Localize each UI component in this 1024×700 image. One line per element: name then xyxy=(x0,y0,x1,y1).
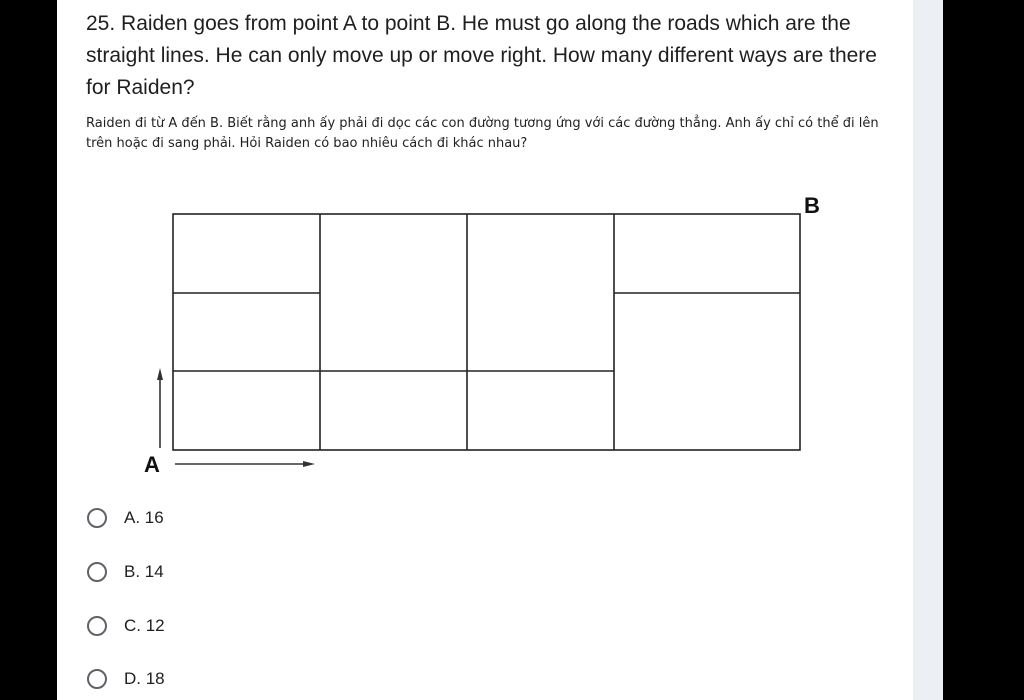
option-c-label: C. 12 xyxy=(124,616,165,635)
option-d-label: D. 18 xyxy=(124,669,165,688)
option-c[interactable] xyxy=(87,608,165,644)
point-b-label: B xyxy=(804,193,820,218)
radio-circle-icon[interactable] xyxy=(87,562,107,582)
question-card xyxy=(57,0,913,700)
radio-circle-icon[interactable] xyxy=(87,669,107,689)
point-a-label: A xyxy=(144,452,160,477)
radio-circle-icon[interactable] xyxy=(87,616,107,636)
right-arrow-head xyxy=(303,461,315,467)
up-arrow-head xyxy=(157,368,163,380)
grid-outer-border xyxy=(173,214,800,450)
question-text-vietnamese: Raiden đi từ A đến B. Biết rằng anh ấy phải đi dọc các con đường tương ứng với các đường thẳng. Anh ấy chỉ có thể đi lên trên hoặc đi sang phải. Hỏi Raiden có bao nhiêu cách đi khác nhau? xyxy=(86,116,879,151)
radio-circle-icon[interactable] xyxy=(87,508,107,528)
option-a[interactable] xyxy=(87,500,164,536)
option-a-label: A. 16 xyxy=(124,508,164,527)
option-b[interactable] xyxy=(87,554,164,590)
side-panel xyxy=(913,0,943,700)
option-d[interactable] xyxy=(87,661,165,697)
option-b-label: B. 14 xyxy=(124,562,164,581)
grid-lines xyxy=(173,214,800,450)
direction-arrows xyxy=(157,368,315,467)
question-text-english: 25. Raiden goes from point A to point B. He must go along the roads which are the straight lines. He can only move up or move right. How many different ways are there for Raiden? xyxy=(86,12,877,99)
road-grid-figure xyxy=(57,0,913,700)
